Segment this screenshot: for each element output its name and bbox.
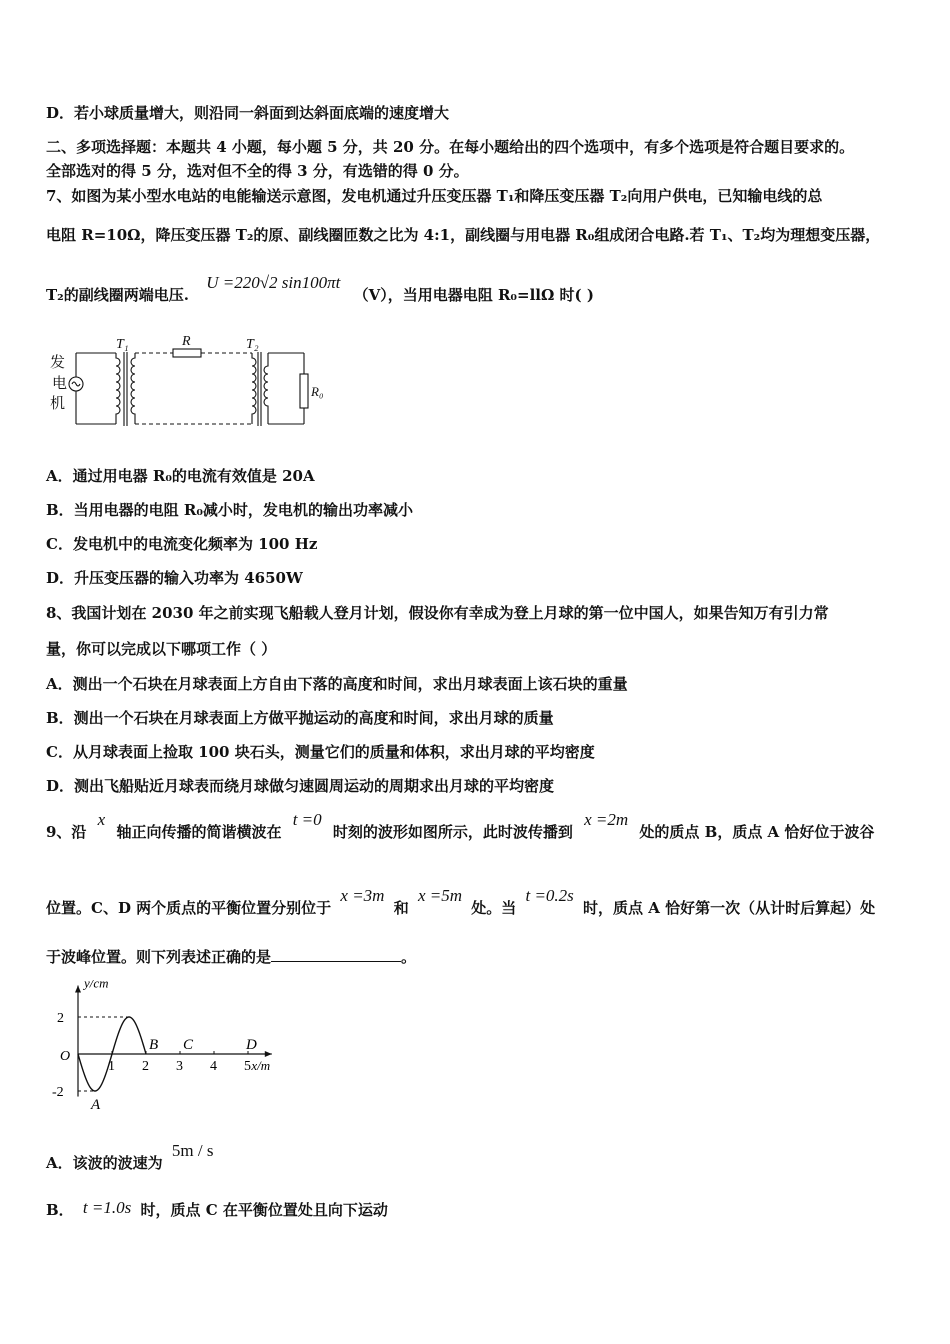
x-axis-arrow xyxy=(265,1051,272,1057)
q8-option-b: B．测出一个石块在月球表面上方做平抛运动的高度和时间，求出月球的质量 xyxy=(46,709,554,727)
q8-option-c: C．从月球表面上捡取 100 块石头，测量它们的质量和体积，求出月球的平均密度 xyxy=(46,743,595,761)
wave-graph xyxy=(46,980,316,1110)
q9-line3-text: 于波峰位置。则下列表述正确的是 xyxy=(46,948,272,966)
t1-primary-coil xyxy=(116,353,120,424)
q9-option-b xyxy=(46,1200,388,1220)
y-tick-label: 2 xyxy=(57,1011,64,1026)
x-tick-label: 5 xyxy=(244,1059,251,1074)
q9-x5m: x =5m xyxy=(417,886,462,905)
section2-heading: 二、多项选择题：本题共 4 小题，每小题 5 分，共 20 分。在每小题给出的四个选项中，有多个选项是符合题目要求的。 xyxy=(46,138,855,156)
q9-option-a xyxy=(46,1141,214,1173)
t2-label: T₂ xyxy=(246,337,259,352)
point-label-c: C xyxy=(183,1037,194,1053)
q9-x-var: x xyxy=(97,810,106,829)
q9-t0: t =0 xyxy=(292,810,322,829)
y-axis-arrow xyxy=(75,986,81,993)
transmission-circuit-diagram xyxy=(46,334,346,434)
x-axis-label: x/m xyxy=(251,1058,271,1073)
q9-x2m: x =2m xyxy=(584,810,629,829)
q7-option-d: D．升压变压器的输入功率为 4650W xyxy=(46,569,303,587)
t1-label: T₁ xyxy=(116,337,129,352)
generator-label-1: 发 xyxy=(50,355,66,371)
q9-t02s: t =0.2s xyxy=(525,886,574,905)
q9-line1 xyxy=(46,810,875,842)
q7-line1: 7、如图为某小型水电站的电能输送示意图，发电机通过升压变压器 T₁和降压变压器 T₂向用户供电，已知输电线的总 xyxy=(46,187,823,205)
q9-option-b-label: B． xyxy=(46,1201,74,1219)
r0-label: R₀ xyxy=(311,384,324,399)
point-label-a: A xyxy=(91,1097,101,1110)
line-resistor-r xyxy=(173,349,201,357)
q7-option-b: B．当用电器的电阻 R₀减小时，发电机的输出功率减小 xyxy=(46,501,413,519)
q9-line1-a: 9、沿 xyxy=(46,823,87,841)
q9-line1-b: 轴正向传播的简谐横波在 xyxy=(116,823,282,841)
q7-option-c: C．发电机中的电流变化频率为 100 Hz xyxy=(46,535,318,553)
t2-secondary-coil xyxy=(264,362,268,416)
generator-label-3: 机 xyxy=(50,396,66,412)
answer-blank[interactable] xyxy=(271,947,401,962)
point-label-d: D xyxy=(246,1037,257,1053)
x-tick-label: 4 xyxy=(210,1059,217,1074)
q7-line3-pre: T₂的副线圈两端电压. xyxy=(46,286,189,304)
prev-option-d: D．若小球质量增大，则沿同一斜面到达斜面底端的速度增大 xyxy=(46,104,450,122)
q7-voltage-formula: U =220√2 sin100πt xyxy=(206,273,341,292)
q8-option-d: D．测出飞船贴近月球表而绕月球做匀速圆周运动的周期求出月球的平均密度 xyxy=(46,777,555,795)
q9-line2-b: 和 xyxy=(393,899,409,917)
q9-option-a-text: A．该波的波速为 xyxy=(46,1154,163,1172)
q9-line2 xyxy=(46,886,876,918)
load-resistor-r0 xyxy=(300,374,308,408)
y-axis-label: y/cm xyxy=(84,980,109,991)
q7-line2: 电阻 R=10Ω，降压变压器 T₂的原、副线圈匝数之比为 4:1，副线圈与用电器 R₀组成闭合电路.若 T₁、T₂均为理想变压器， xyxy=(46,226,881,244)
q8-line1: 8、我国计划在 2030 年之前实现飞船载人登月计划，假设你有幸成为登上月球的第一位中国人，如果告知万有引力常 xyxy=(46,604,829,622)
q9-x3m: x =3m xyxy=(340,886,385,905)
q9-line2-c: 处。当 xyxy=(471,899,517,917)
q9-line2-d: 时，质点 A 恰好第一次（从计时后算起）处 xyxy=(583,899,876,917)
q9-line2-a: 位置。C、D 两个质点的平衡位置分别位于 xyxy=(46,899,332,917)
section2-scoring: 全部选对的得 5 分，选对但不全的得 3 分，有选错的得 0 分。 xyxy=(46,162,469,180)
q9-option-b-text: 时，质点 C 在平衡位置处且向下运动 xyxy=(140,1201,388,1219)
x-tick-label: 1 xyxy=(108,1059,115,1074)
q9-line3 xyxy=(46,947,416,967)
point-label-b: B xyxy=(149,1037,159,1053)
generator-label-2: 电 xyxy=(52,376,68,392)
q9-line3-end: 。 xyxy=(401,948,417,966)
q7-line3-post: （V），当用电器电阻 R₀=llΩ 时( ) xyxy=(353,286,594,304)
q7-line3 xyxy=(46,273,594,305)
t1-secondary-coil xyxy=(131,353,135,424)
q9-wave-speed: 5m / s xyxy=(171,1141,214,1160)
q9-line1-d: 处的质点 B，质点 A 恰好位于波谷 xyxy=(639,823,875,841)
r-label: R xyxy=(182,334,191,349)
q7-option-a: A．通过用电器 R₀的电流有效值是 20A xyxy=(46,467,315,485)
t2-primary-coil xyxy=(252,353,256,424)
y-tick-label: -2 xyxy=(52,1085,64,1100)
q8-option-a: A．测出一个石块在月球表面上方自由下落的高度和时间，求出月球表面上该石块的重量 xyxy=(46,675,628,693)
x-tick-label: 2 xyxy=(142,1059,149,1074)
q8-line2: 量，你可以完成以下哪项工作（ ） xyxy=(46,640,277,658)
q9-t10s: t =1.0s xyxy=(82,1198,132,1217)
q9-line1-c: 时刻的波形如图所示，此时波传播到 xyxy=(332,823,573,841)
x-tick-label: 3 xyxy=(176,1059,183,1074)
origin-label: O xyxy=(60,1049,71,1064)
